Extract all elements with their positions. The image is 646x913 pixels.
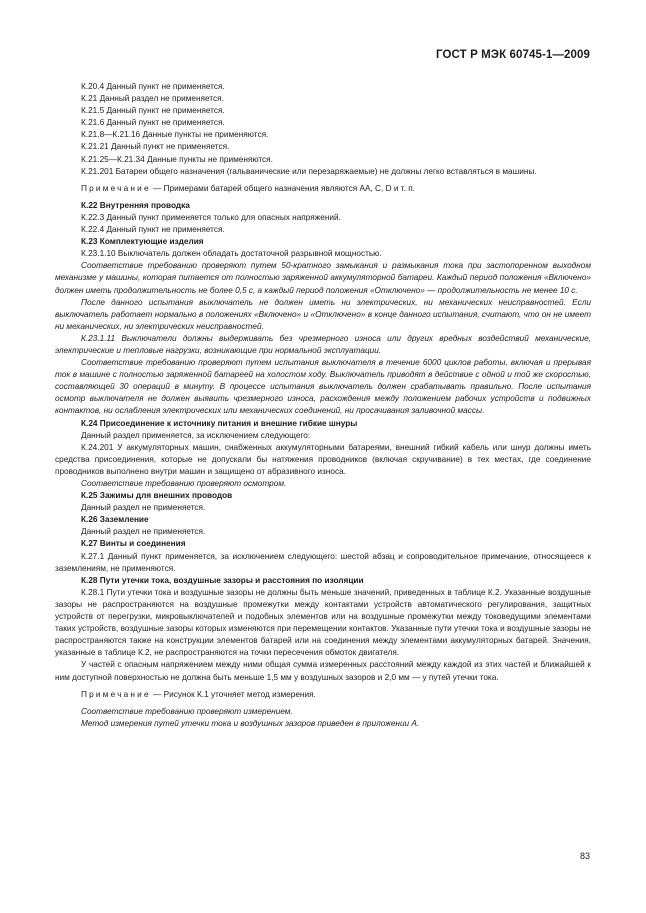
paragraph: К.20.4 Данный пункт не применяется. xyxy=(81,82,225,91)
section-heading: К.23 Комплектующие изделия xyxy=(81,237,204,247)
section-heading: К.24 Присоединение к источнику питания и внешние гибкие шнуры xyxy=(81,418,358,428)
note-label: Примечание xyxy=(81,689,151,699)
paragraph: Данный раздел не применяется. xyxy=(81,527,206,537)
document-header: ГОСТ Р МЭК 60745-1—2009 xyxy=(436,49,590,61)
paragraph: После данного испытания выключатель не должен иметь ни электрических, ни механических неисправностей. Если выключатель работает нормально в положениях «Включено» и «Отключено» в конце данного испытания, считают, что он не имеет ни механических, ни электрических неисправностей. xyxy=(55,297,591,331)
paragraph: К.23.1.10 Выключатель должен обладать достаточной разрывной мощностью. xyxy=(81,249,382,259)
section-heading: К.28 Пути утечки тока, воздушные зазоры и расстояния по изоляции xyxy=(81,575,364,585)
note-text: — Рисунок К.1 уточняет метод измерения. xyxy=(150,689,316,699)
paragraph: Метод измерения путей утечки тока и воздушных зазоров приведен в приложении А. xyxy=(81,718,420,728)
document-body xyxy=(55,81,591,730)
page-number: 83 xyxy=(579,851,590,861)
section-heading: К.27 Винты и соединения xyxy=(81,539,186,549)
paragraph: К.22.4 Данный пункт не применяется. xyxy=(81,225,225,235)
paragraph: К.21 Данный раздел не применяется. xyxy=(81,94,224,104)
paragraph: К.21.5 Данный пункт не применяется. xyxy=(81,106,225,116)
section-heading: К.25 Зажимы для внешних проводов xyxy=(81,491,233,501)
paragraph: Данный раздел не применяется. xyxy=(81,503,206,513)
paragraph: Данный раздел применяется, за исключением следующего: xyxy=(81,430,311,440)
paragraph: Соответствие требованию проверяют осмотром. xyxy=(81,479,287,488)
section-heading: К.26 Заземление xyxy=(81,515,149,525)
note-label: Примечание xyxy=(81,183,151,193)
paragraph: Соответствие требованию проверяют путем испытания выключателя в течение 6000 циклов работы, включая и прерывая ток в машине с полностью заряженной батареей на холостом ходу. Выключатель приводят в действие с одной и той же скоростью, составляющей 30 операций в минуту. В процессе испытания выключатель должен срабатывать правильно. После испытания осмотр выключателя не должен выявить чрезмерного износа, расхождения между положением рабочих устройств и подвижных контактов, ни ослабления электрических или механических соединений, ни просачивания заливочной массы. xyxy=(55,358,591,416)
paragraph: К.21.25—К.21.34 Данные пункты не применяются. xyxy=(81,154,273,164)
paragraph: К.21.201 Батареи общего назначения (гальванические или перезаряжаемые) не должны легко вставляться в машины. xyxy=(81,166,537,176)
paragraph: К.21.21 Данный пункт не применяется. xyxy=(81,142,230,152)
paragraph: Соответствие требованию проверяют измерением. xyxy=(81,706,293,716)
note xyxy=(55,183,591,195)
paragraph: К.21.6 Данный пункт не применяется. xyxy=(81,118,225,128)
section-heading: К.22 Внутренняя проводка xyxy=(81,200,190,210)
paragraph: Соответствие требованию проверяют путем 50-кратного замыкания и размыкания тока при застопоренном выходном механизме у машины, которая питается от полностью заряженной аккумуляторной батареи. Каждый период положения «Включено» должен иметь продолжительность не более 0,5 с, а каждый период положения «Отключено» — продолжительность не менее 10 с. xyxy=(55,261,591,295)
paragraph: К.24.201 У аккумуляторных машин, снабженных аккумуляторными батареями, внешний гибкий кабель или шнур должны иметь средства присоединения, которые не допускали бы натяжения проводников (включая скручивание) в тех местах, где соединение проводников выполнено внутри машин и защищено от абразивного износа. xyxy=(55,442,591,476)
paragraph: У частей с опасным напряжением между ними общая сумма измеренных расстояний между каждой из этих частей и ближайшей к ним доступной поверхностью не должна быть меньше 1,5 мм у воздушных зазоров и 2,0 мм — у путей утечки тока. xyxy=(55,660,591,682)
note xyxy=(55,689,591,701)
paragraph: К.21.8—К.21.16 Данные пункты не применяются. xyxy=(81,130,269,140)
paragraph: К.28.1 Пути утечки тока и воздушные зазоры не должны быть меньше значений, приведенных в таблице К.2. Указанные воздушные зазоры не распространяются на воздушные промежутки между контактами устройств автоматического регулирования, защитных устройств от перегрузки, микровыключателей и подобных элементов или на воздушные промежутки между токоведущими элементами таких устройств, воздушные зазоры которых изменяются при перемещении контактов. Указанные пути утечки тока и воздушные зазоры не распространяются также на конструкции элементов батарей или на соединения между элементами аккумуляторных батарей. Значения, указанные в таблице К.2, не распространяются на точки пересечения обмоток двигателя. xyxy=(55,587,591,658)
note-text: — Примерами батарей общего назначения являются АА, С, D и т. п. xyxy=(150,183,415,193)
paragraph: К.27.1 Данный пункт применяется, за исключением следующего: шестой абзац и сопроводительное примечание, относящееся к заземлениям, не применяются. xyxy=(55,551,591,573)
paragraph: К.23.1.11 Выключатели должны выдерживать без чрезмерного износа или других вредных воздействий механические, электрические и тепловые нагрузки, возникающие при нормальной эксплуатации. xyxy=(55,333,591,355)
paragraph: К.22.3 Данный пункт применяется только для опасных напряжений. xyxy=(81,212,341,222)
